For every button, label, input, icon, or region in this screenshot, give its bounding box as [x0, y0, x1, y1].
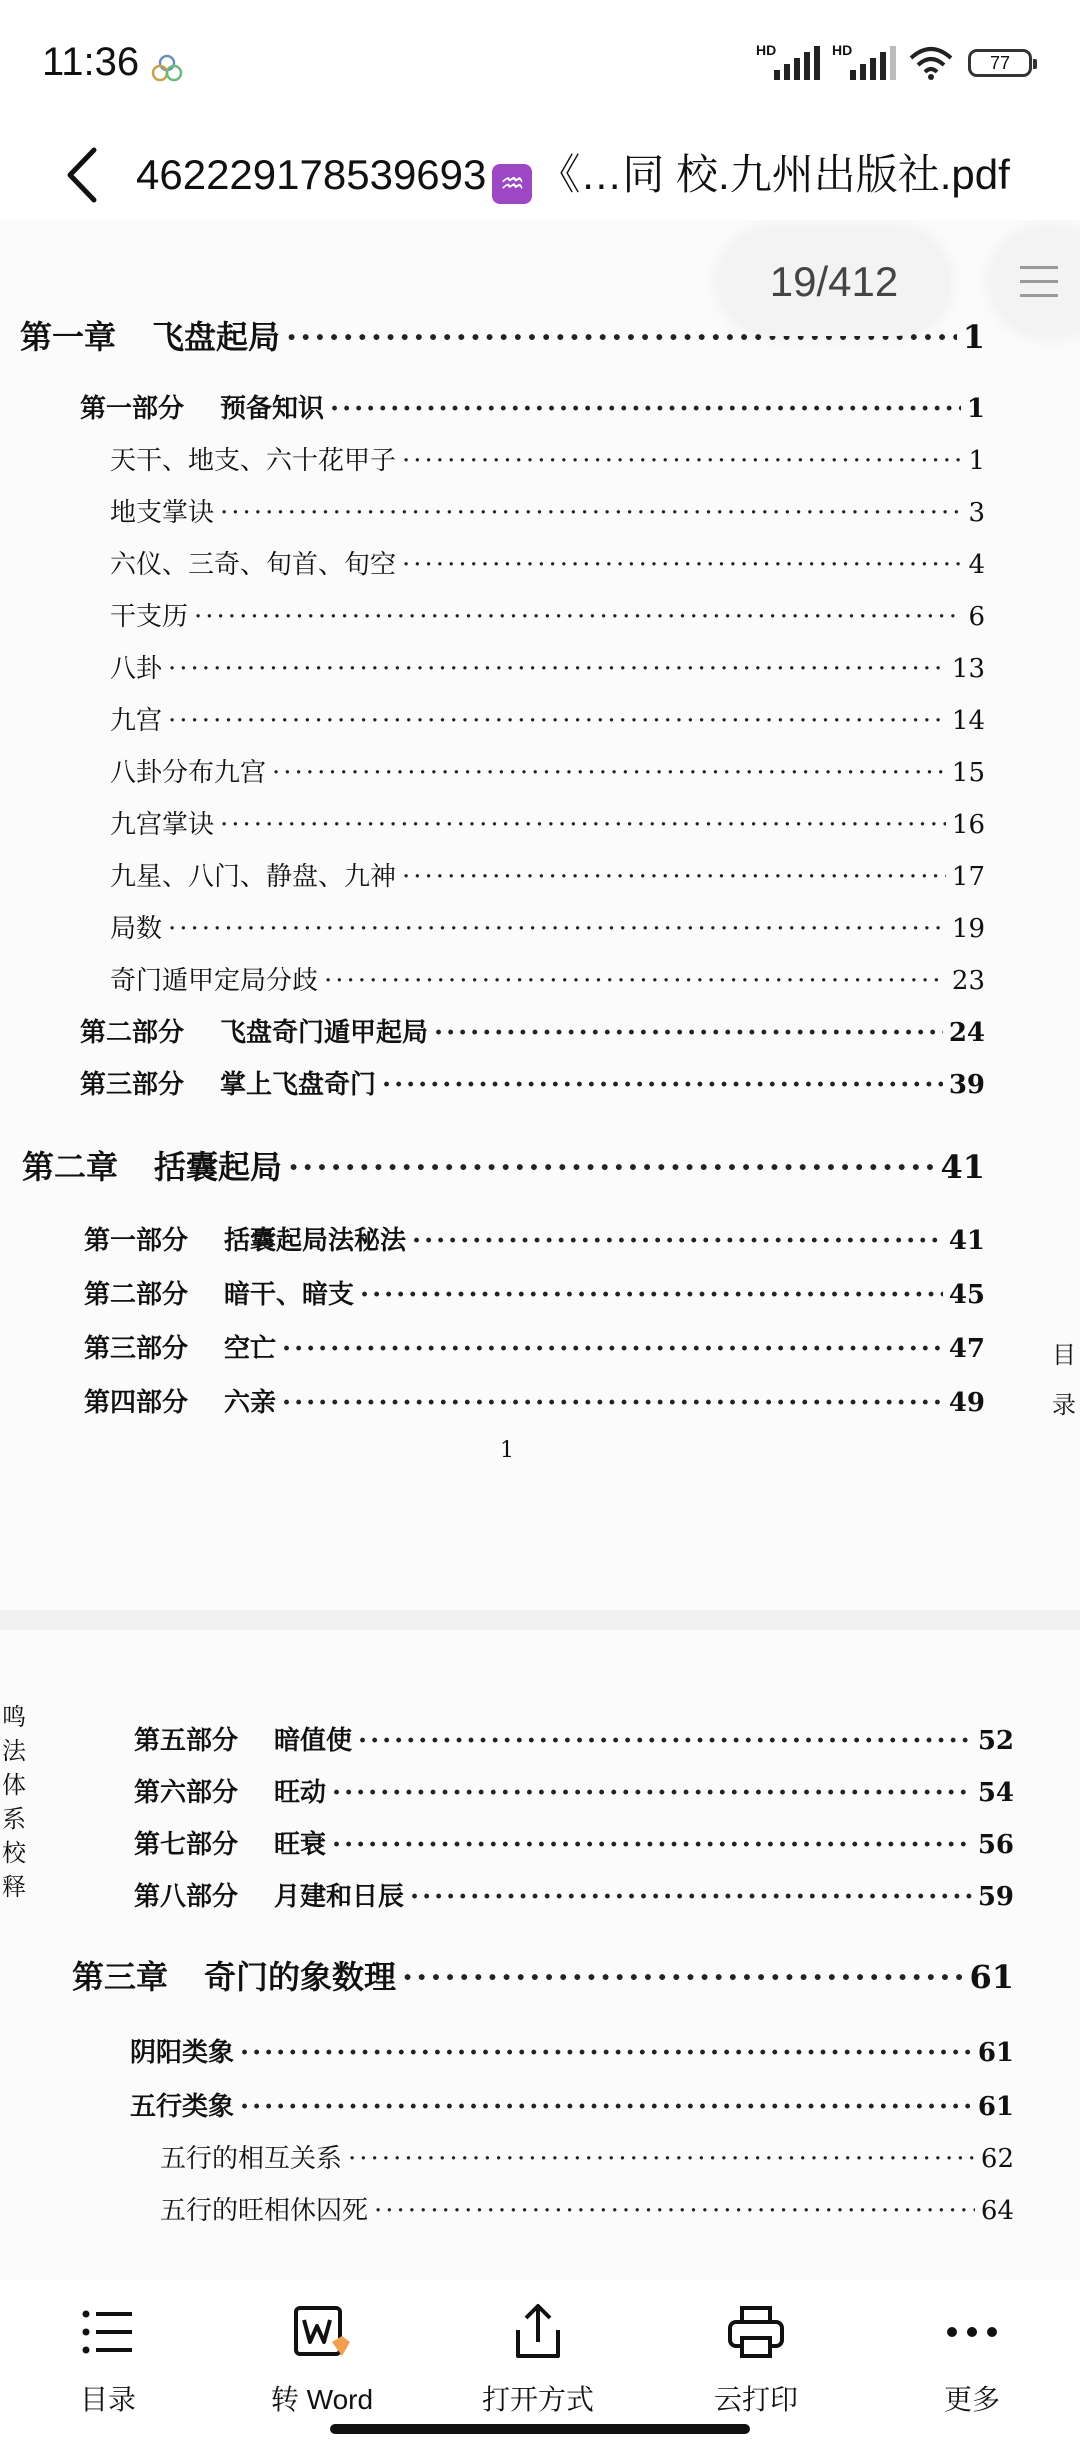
home-indicator[interactable]: [330, 2424, 750, 2434]
toc-section[interactable]: 第三部分 空亡 ····· 47: [84, 1328, 985, 1365]
title-bar: [0, 130, 1080, 220]
cell-signal-icon-2: HD: [832, 46, 894, 80]
word-convert-icon: [290, 2300, 354, 2364]
toc-item[interactable]: 九星、八门、静盘、九神 ····· 17: [110, 856, 985, 893]
cell-signal-icon: HD: [756, 46, 818, 80]
pdf-page: [0, 220, 1080, 1610]
toc-chapter[interactable]: 第一章 飞盘起局 ····· 1: [20, 312, 985, 358]
toc-section[interactable]: 第八部分 月建和日辰 ····· 59: [134, 1876, 1014, 1913]
toc-icon: [76, 2300, 140, 2364]
toc-section[interactable]: 五行类象 ····· 61: [130, 2086, 1014, 2123]
toc-section[interactable]: 第二部分 暗干、暗支 ····· 45: [84, 1274, 985, 1311]
toc-item[interactable]: 天干、地支、六十花甲子 ····· 1: [110, 440, 985, 477]
toc-section[interactable]: 第四部分 六亲 ····· 49: [84, 1382, 985, 1419]
toc-item[interactable]: 九宫掌诀 ····· 16: [110, 804, 985, 841]
status-bar: [0, 0, 1080, 130]
pdf-page: [0, 1630, 1080, 2280]
toc-item[interactable]: 六仪、三奇、旬首、旬空 ····· 4: [110, 544, 985, 581]
app-notification-icon: [150, 54, 184, 82]
toc-chapter[interactable]: 第二章 括囊起局 ····· 41: [22, 1142, 985, 1188]
document-title-name: 《…同 校.九州出版社.pdf: [538, 151, 1010, 198]
toc-item[interactable]: 奇门遁甲定局分歧 ····· 23: [110, 960, 985, 997]
back-icon[interactable]: [58, 144, 108, 206]
open-with-button[interactable]: 打开方式: [448, 2300, 628, 2418]
toc-section[interactable]: 第一部分 括囊起局法秘法 ····· 41: [84, 1220, 985, 1257]
cloud-print-button[interactable]: 云打印: [666, 2300, 846, 2418]
toc-item[interactable]: 八卦分布九宫 ····· 15: [110, 752, 985, 789]
toc-chapter[interactable]: 第三章 奇门的象数理 ····· 61: [72, 1952, 1014, 1998]
more-button[interactable]: 更多: [882, 2300, 1062, 2418]
toc-item[interactable]: 局数 ····· 19: [110, 908, 985, 945]
toc-section[interactable]: 阴阳类象 ····· 61: [130, 2032, 1014, 2069]
toc-item[interactable]: 八卦 ····· 13: [110, 648, 985, 685]
toc-item[interactable]: 五行的相互关系 ····· 62: [160, 2138, 1014, 2175]
more-icon: [940, 2300, 1004, 2364]
toc-item[interactable]: 九宫 ····· 14: [110, 700, 985, 737]
document-title-id: 462229178539693: [136, 151, 487, 198]
printer-icon: [724, 2300, 788, 2364]
toc-section[interactable]: 第七部分 旺衰 ····· 56: [134, 1824, 1014, 1861]
toc-item[interactable]: 五行的旺相休囚死 ····· 64: [160, 2190, 1014, 2227]
page-number: 1: [500, 1438, 514, 1463]
status-time: 11:36: [42, 40, 140, 84]
share-icon: [506, 2300, 570, 2364]
toc-item[interactable]: 干支历 ····· 6: [110, 596, 985, 633]
toc-item[interactable]: 地支掌诀 ····· 3: [110, 492, 985, 529]
battery-icon: 77: [968, 49, 1032, 77]
page-counter[interactable]: 19/412: [718, 228, 950, 336]
toc-section[interactable]: 第六部分 旺动 ····· 54: [134, 1772, 1014, 1809]
side-label-series: 鸣 法 体 系 校 释: [2, 1703, 26, 1901]
toc-button[interactable]: 目录: [18, 2300, 198, 2418]
document-viewer[interactable]: [0, 220, 1080, 2280]
aquarius-emoji-icon: ♒: [492, 164, 532, 204]
toc-section[interactable]: 第三部分 掌上飞盘奇门 ····· 39: [80, 1064, 985, 1101]
convert-word-button[interactable]: 转 Word: [232, 2300, 412, 2418]
side-label-toc: 目 录: [1052, 1341, 1076, 1419]
wifi-icon: [908, 46, 954, 80]
toc-section[interactable]: 第一部分 预备知识 ····· 1: [80, 388, 985, 425]
document-title: [136, 142, 1010, 204]
toc-section[interactable]: 第五部分 暗值使 ····· 52: [134, 1720, 1014, 1757]
toc-section[interactable]: 第二部分 飞盘奇门遁甲起局 ····· 24: [80, 1012, 985, 1049]
